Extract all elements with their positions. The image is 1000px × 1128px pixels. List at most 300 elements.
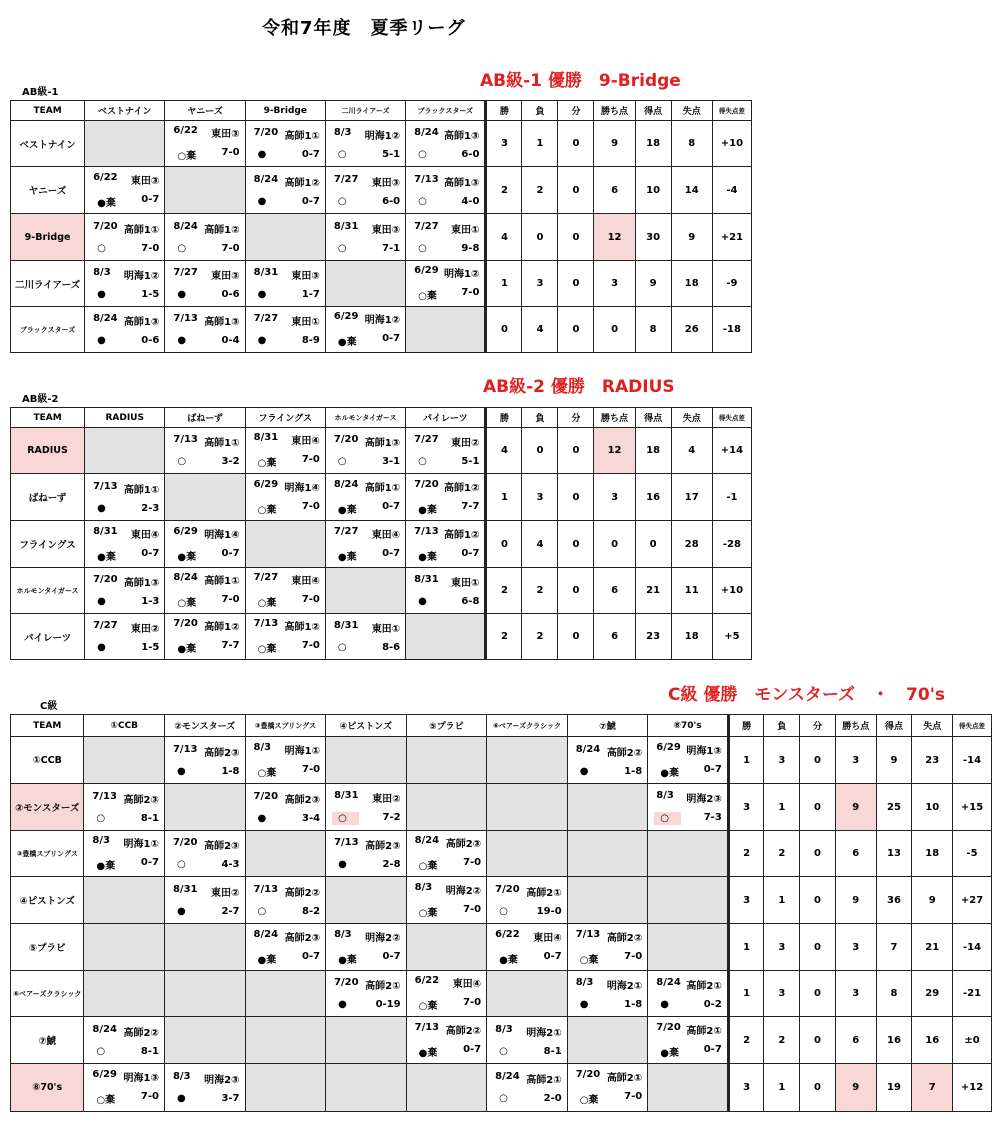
match-result	[326, 149, 405, 160]
match-result	[568, 1091, 648, 1106]
match-score: 0-7	[301, 149, 320, 160]
match-date: 8/24	[173, 572, 198, 583]
match-venue: 高師2③	[123, 794, 159, 806]
stat-header: 勝	[486, 408, 522, 428]
match-score: 3-2	[221, 456, 240, 467]
result-mark: ●棄	[660, 767, 679, 779]
team-name-cell: ⑦鯱	[11, 1017, 84, 1064]
empty-match-cell	[164, 924, 245, 971]
empty-match-cell	[406, 307, 486, 353]
match-cell	[84, 784, 165, 831]
match-venue: 東田①	[371, 624, 401, 635]
table-row	[11, 214, 752, 261]
empty-match-cell	[245, 521, 325, 568]
match-info	[165, 744, 245, 759]
match-date: 8/31	[333, 620, 359, 631]
empty-match-cell	[245, 971, 326, 1017]
opponent-header: ホルモンタイガース	[325, 408, 405, 428]
match-cell	[84, 1017, 165, 1064]
match-cell	[325, 167, 405, 214]
result-mark: ○	[418, 242, 427, 254]
match-result	[84, 813, 164, 824]
match-venue: 明海2②	[445, 885, 482, 897]
match-result	[406, 196, 484, 207]
stat-cell: 2	[522, 614, 558, 660]
match-info	[568, 1069, 648, 1084]
match-date: 7/13	[575, 928, 601, 940]
stat-cell: -4	[712, 167, 751, 214]
opponent-header: ④ピストンズ	[326, 715, 407, 737]
match-date: 7/13	[172, 743, 198, 755]
match-info	[326, 174, 405, 189]
match-score: 1-8	[624, 999, 643, 1010]
result-mark: ○	[96, 812, 106, 824]
stat-cell: 0	[800, 831, 836, 877]
result-mark: ○	[337, 195, 347, 207]
match-venue: 明海1①	[123, 839, 159, 850]
stat-cell: 0	[558, 428, 594, 474]
header-row	[11, 715, 992, 737]
match-score: 7-0	[141, 242, 160, 254]
match-info	[326, 790, 406, 805]
match-venue: 東田④	[533, 932, 562, 944]
match-date: 8/31	[253, 432, 279, 443]
result-mark: ○	[332, 812, 359, 825]
match-date: 7/27	[253, 572, 279, 583]
match-result	[487, 1093, 567, 1104]
match-result	[326, 812, 406, 825]
match-info	[246, 267, 325, 282]
match-date: 7/13	[414, 1021, 440, 1033]
stat-cell: 9	[835, 877, 876, 924]
stat-cell: 0	[558, 307, 594, 353]
stat-cell: 10	[912, 784, 953, 831]
opponent-header: ⑦鯱	[567, 715, 648, 737]
team-name-cell: ③豊橋スプリングス	[11, 831, 84, 877]
empty-match-cell	[165, 167, 245, 214]
match-result	[165, 548, 244, 563]
stat-cell: 4	[486, 214, 522, 261]
match-info	[326, 434, 405, 449]
empty-match-cell	[164, 971, 245, 1017]
match-info	[568, 929, 648, 944]
team-name-cell: ①CCB	[11, 737, 84, 784]
match-score: 7-0	[221, 594, 240, 605]
match-result	[85, 243, 164, 254]
match-venue: 東田④	[130, 529, 160, 541]
stat-cell: 1	[764, 1064, 800, 1112]
empty-match-cell	[567, 784, 648, 831]
stat-cell: 28	[671, 521, 712, 568]
match-date: 7/20	[172, 837, 198, 848]
result-mark: ○	[499, 1093, 508, 1104]
match-date: 8/24	[495, 1071, 520, 1082]
empty-match-cell	[325, 261, 405, 307]
match-info	[487, 929, 567, 944]
stat-header: 勝ち点	[594, 408, 635, 428]
match-score: 9-8	[461, 242, 480, 254]
match-info	[246, 791, 326, 806]
empty-match-cell	[648, 1064, 729, 1112]
match-cell	[325, 428, 405, 474]
result-mark: ●棄	[97, 197, 116, 209]
result-mark: ○棄	[418, 291, 437, 302]
stat-cell: -14	[953, 924, 992, 971]
match-cell	[245, 261, 325, 307]
match-info	[406, 574, 484, 589]
match-cell	[165, 614, 245, 660]
empty-match-cell	[487, 831, 568, 877]
opponent-header: ②モンスターズ	[164, 715, 245, 737]
match-info	[406, 127, 484, 142]
result-mark: ●	[97, 335, 106, 346]
match-result	[326, 859, 406, 870]
result-mark: ○	[176, 859, 186, 870]
match-venue: 高師1③	[123, 317, 160, 328]
match-cell	[165, 307, 245, 353]
match-score: 7-0	[461, 287, 480, 298]
match-info	[406, 174, 484, 189]
match-date: 7/27	[414, 434, 439, 445]
match-venue: 高師2③	[445, 839, 482, 850]
stat-cell: 12	[594, 214, 635, 261]
match-result	[326, 548, 405, 563]
match-cell	[406, 521, 486, 568]
stat-cell: 0	[558, 568, 594, 614]
stat-cell: 26	[671, 307, 712, 353]
match-result	[246, 501, 325, 516]
match-date: 7/20	[656, 1021, 681, 1033]
table-row	[11, 568, 752, 614]
stat-cell: +12	[953, 1064, 992, 1112]
match-info	[406, 526, 484, 541]
match-venue: 明海1③	[123, 1073, 159, 1084]
match-info	[165, 618, 244, 633]
match-result	[487, 951, 567, 966]
match-venue: 明海2③	[204, 1075, 240, 1086]
match-date: 7/13	[92, 790, 117, 802]
stat-cell: 0	[594, 521, 635, 568]
result-mark: ○棄	[579, 954, 599, 966]
match-venue: 高師1②	[204, 622, 240, 633]
match-score: 1-5	[141, 289, 160, 300]
match-cell	[164, 737, 245, 784]
match-score: 0-19	[375, 999, 401, 1010]
match-score: 0-7	[703, 1043, 722, 1055]
stat-cell: 25	[876, 784, 912, 831]
stat-cell: 8	[671, 121, 712, 167]
stat-cell: 3	[486, 121, 522, 167]
match-venue: 高師2③	[204, 841, 240, 852]
league-label-ab2: AB級-2	[22, 394, 59, 405]
match-result	[407, 904, 487, 919]
stat-cell: 12	[594, 428, 635, 474]
winner-banner-ab2: AB級-2 優勝 RADIUS	[483, 377, 675, 397]
match-venue: 高師2③	[284, 932, 321, 944]
stat-cell: 9	[835, 784, 876, 831]
match-info	[165, 313, 244, 328]
result-mark: ○棄	[96, 1095, 116, 1106]
stat-cell: 0	[800, 737, 836, 784]
match-info	[85, 574, 164, 589]
match-date: 8/3	[253, 741, 272, 753]
table-row	[11, 784, 992, 831]
team-name-cell: ヤニーズ	[11, 167, 85, 214]
match-date: 8/3	[414, 881, 433, 893]
table-row	[11, 1017, 992, 1064]
match-venue: 高師1③	[443, 177, 480, 189]
empty-match-cell	[567, 1017, 648, 1064]
empty-match-cell	[164, 1017, 245, 1064]
match-cell	[487, 1017, 568, 1064]
stat-header: 得点	[635, 408, 671, 428]
result-mark: ●棄	[337, 551, 357, 563]
opponent-header: ③豊橋スプリングス	[245, 715, 326, 737]
stat-header: 勝ち点	[835, 715, 876, 737]
stat-cell: 18	[671, 261, 712, 307]
team-name-cell: RADIUS	[11, 428, 85, 474]
match-venue: 東田③	[371, 224, 401, 236]
match-score: 3-7	[221, 1093, 240, 1104]
match-result	[85, 335, 164, 346]
match-result	[246, 813, 326, 824]
result-mark: ○棄	[257, 644, 277, 655]
match-result	[85, 642, 164, 653]
match-cell	[85, 214, 165, 261]
match-date: 7/20	[253, 790, 279, 802]
match-date: 8/31	[93, 525, 118, 537]
match-info	[84, 1024, 164, 1039]
match-result	[406, 149, 484, 160]
match-cell	[406, 428, 486, 474]
table-row	[11, 1064, 992, 1112]
match-info	[487, 884, 567, 899]
stat-cell: 19	[876, 1064, 912, 1112]
opponent-header: ヤニーズ	[165, 101, 245, 121]
result-mark: ●	[97, 289, 106, 300]
stat-cell: 3	[835, 924, 876, 971]
standings-table-ab1	[10, 100, 752, 353]
match-cell	[165, 568, 245, 614]
match-cell	[406, 971, 487, 1017]
result-mark: ●棄	[177, 551, 197, 563]
stat-cell: 8	[876, 971, 912, 1017]
stat-cell: 3	[522, 474, 558, 521]
match-result	[246, 196, 325, 207]
match-result	[84, 1091, 164, 1106]
stat-cell: 3	[764, 971, 800, 1017]
match-cell	[567, 737, 648, 784]
match-date: 7/13	[253, 883, 279, 895]
stat-cell: 16	[635, 474, 671, 521]
stat-cell: 4	[522, 307, 558, 353]
match-result	[648, 812, 727, 825]
match-result	[406, 456, 484, 467]
match-result	[165, 766, 245, 777]
match-date: 7/13	[334, 837, 359, 848]
opponent-header: フライングス	[245, 408, 325, 428]
stat-cell: 3	[764, 924, 800, 971]
match-info	[568, 977, 648, 992]
stat-header: 失点	[671, 101, 712, 121]
empty-match-cell	[325, 568, 405, 614]
team-name-cell: ベストナイン	[11, 121, 85, 167]
empty-match-cell	[165, 474, 245, 521]
match-date: 8/31	[172, 883, 198, 895]
match-venue: 明海2①	[526, 1027, 562, 1039]
stat-cell: -21	[953, 971, 992, 1017]
match-date: 8/24	[253, 173, 279, 185]
result-mark: ○	[418, 195, 427, 207]
stat-header: 分	[800, 715, 836, 737]
result-mark: ○棄	[257, 504, 277, 516]
match-result	[84, 1046, 164, 1057]
table-row	[11, 521, 752, 568]
match-cell	[406, 121, 486, 167]
opponent-header: 二川ライアーズ	[325, 101, 405, 121]
stat-cell: 0	[635, 521, 671, 568]
match-result	[165, 1093, 245, 1104]
stat-cell: 1	[764, 784, 800, 831]
empty-match-cell	[245, 1064, 326, 1112]
match-info	[246, 313, 325, 328]
stat-cell: 3	[594, 474, 635, 521]
result-mark: ●棄	[499, 954, 518, 966]
match-result	[407, 857, 487, 872]
standings-table-ab2	[10, 407, 752, 660]
match-result	[648, 764, 727, 779]
match-score: 7-0	[301, 454, 320, 465]
stat-cell: 9	[835, 1064, 876, 1112]
match-score: 6-0	[461, 149, 480, 160]
match-date: 7/13	[414, 525, 439, 537]
match-date: 8/24	[414, 127, 439, 138]
match-cell	[165, 261, 245, 307]
team-name-cell: ブラックスターズ	[11, 307, 85, 353]
empty-match-cell	[326, 877, 407, 924]
stat-cell: +27	[953, 877, 992, 924]
stat-cell: 9	[635, 261, 671, 307]
table-row	[11, 474, 752, 521]
stat-cell: +14	[712, 428, 751, 474]
match-venue: 明海1④	[284, 482, 320, 494]
match-venue: 東田①	[450, 578, 480, 589]
stat-cell: 21	[635, 568, 671, 614]
match-venue: 東田②	[130, 624, 160, 635]
team-name-cell: ばねーず	[11, 474, 85, 521]
stat-cell: 6	[594, 167, 635, 214]
match-date: 7/13	[93, 480, 118, 492]
stat-cell: 3	[594, 261, 635, 307]
match-venue: 高師1②	[204, 224, 240, 236]
match-venue: 高師1②	[284, 622, 320, 633]
match-cell	[487, 1064, 568, 1112]
match-cell	[487, 924, 568, 971]
match-date: 7/20	[333, 434, 359, 445]
match-venue: 高師2①	[606, 1073, 643, 1084]
stat-cell: -1	[712, 474, 751, 521]
stat-cell: 4	[522, 521, 558, 568]
result-mark: ●	[177, 289, 187, 300]
match-cell	[85, 521, 165, 568]
stat-cell: 0	[800, 1064, 836, 1112]
match-info	[85, 221, 164, 236]
result-mark: ●	[338, 859, 347, 870]
result-mark: ○棄	[579, 1095, 599, 1106]
match-info	[326, 127, 405, 142]
opponent-header: ブラックスターズ	[406, 101, 486, 121]
stat-header: 得失点差	[712, 408, 751, 428]
match-venue: 高師1①	[204, 438, 240, 449]
match-cell	[325, 614, 405, 660]
match-result	[326, 196, 405, 207]
stat-cell: 1	[764, 877, 800, 924]
team-name-cell: ⑥ベアーズクラシック	[11, 971, 84, 1017]
match-venue: 東田③	[211, 129, 240, 140]
stat-cell: -18	[712, 307, 751, 353]
empty-match-cell	[406, 737, 487, 784]
match-score: 19-0	[536, 905, 562, 917]
match-result	[326, 456, 405, 467]
match-date: 7/13	[173, 313, 198, 324]
match-venue: 高師2③	[365, 841, 401, 852]
match-score: 0-7	[382, 500, 401, 512]
match-venue: 明海1②	[443, 269, 480, 280]
result-mark: ●	[97, 596, 106, 607]
match-result	[165, 859, 245, 870]
match-score: 6-8	[461, 596, 480, 607]
match-info	[326, 526, 405, 541]
match-date: 6/29	[333, 311, 359, 322]
stat-cell: 0	[800, 877, 836, 924]
stat-cell: 1	[522, 121, 558, 167]
stat-cell: 9	[594, 121, 635, 167]
match-score: 0-7	[141, 547, 160, 559]
table-row	[11, 924, 992, 971]
match-info	[487, 1024, 567, 1039]
match-venue: 東田②	[450, 438, 480, 449]
result-mark: ○棄	[257, 458, 277, 469]
match-cell	[245, 877, 326, 924]
empty-match-cell	[164, 784, 245, 831]
match-info	[406, 221, 484, 236]
match-result	[487, 906, 567, 917]
match-score: 0-6	[221, 289, 240, 300]
match-result	[246, 454, 325, 469]
stat-header: 分	[558, 101, 594, 121]
match-date: 6/29	[414, 265, 439, 276]
empty-match-cell	[487, 737, 568, 784]
match-cell	[406, 568, 486, 614]
match-result	[165, 243, 244, 254]
result-mark: ●	[660, 999, 669, 1010]
match-info	[165, 1071, 245, 1086]
match-info	[568, 744, 648, 759]
match-cell	[325, 474, 405, 521]
opponent-header: ベストナイン	[85, 101, 165, 121]
match-result	[407, 1044, 487, 1059]
match-venue: 高師2②	[284, 887, 321, 899]
empty-match-cell	[648, 877, 729, 924]
table-row	[11, 877, 992, 924]
result-mark: ●	[177, 335, 187, 346]
match-date: 7/20	[253, 127, 279, 138]
result-mark: ●棄	[337, 504, 357, 516]
result-mark: ●棄	[660, 1047, 679, 1059]
opponent-header: パイレーツ	[406, 408, 486, 428]
match-info	[407, 835, 487, 850]
empty-match-cell	[406, 784, 487, 831]
